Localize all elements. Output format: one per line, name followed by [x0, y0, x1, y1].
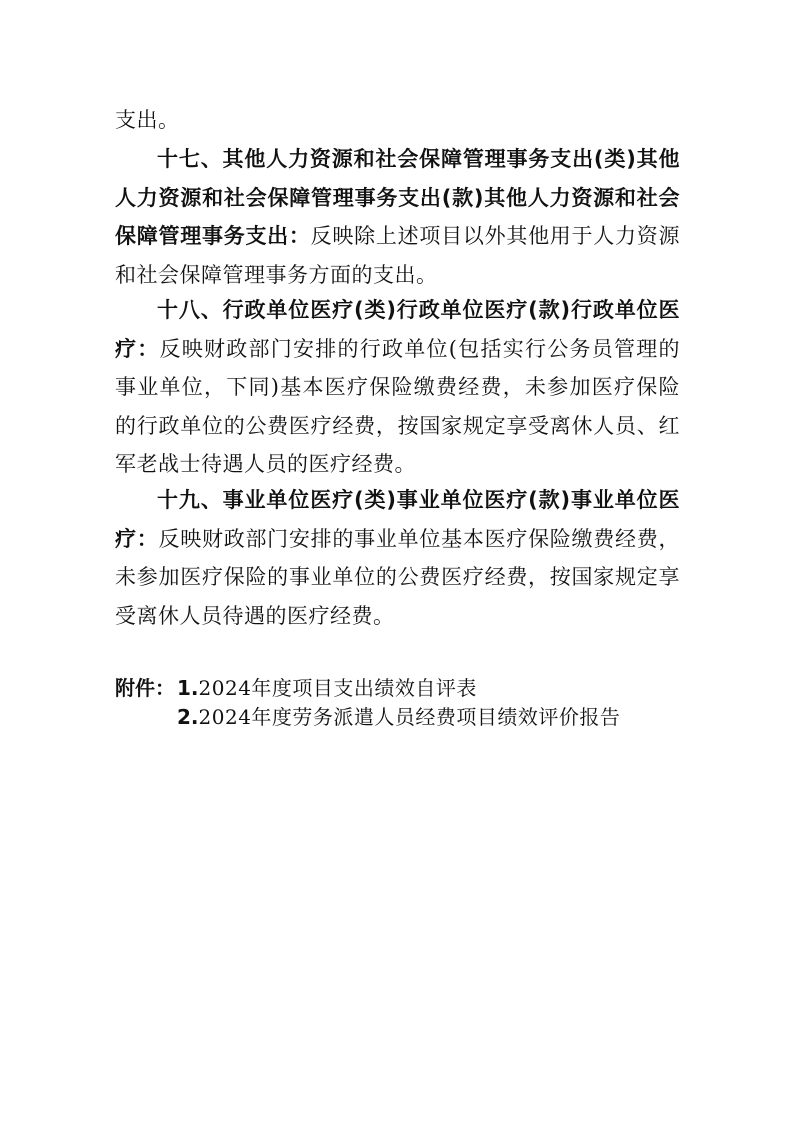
- paragraph-body: 支出。: [115, 108, 180, 132]
- paragraph-continuation: [115, 101, 680, 140]
- attachments-list: [115, 674, 620, 732]
- attachment-item-1: [115, 674, 620, 703]
- paragraph-heading: 十七、其他人力资源和社会保障管理事务支出(类)其他人力资源和社会保障管理事务支出(款)其他人力资源和社会保障管理事务支出：: [115, 147, 680, 248]
- attachments-label-spacer: [115, 703, 177, 732]
- paragraph-body: 反映财政部门安排的事业单位基本医疗保险缴费经费，未参加医疗保险的事业单位的公费医疗经费，按国家规定享受离休人员待遇的医疗经费。: [115, 526, 681, 628]
- attachment-title: 2024年度项目支出绩效自评表: [198, 676, 477, 700]
- paragraph-body: 反映财政部门安排的行政单位(包括实行公务员管理的事业单位，下同)基本医疗保险缴费经费，未参加医疗保险的行政单位的公费医疗经费，按国家规定享受离休人员、红军老战士待遇人员的医疗经费。: [115, 336, 680, 476]
- attachment-title: 2024年度劳务派遣人员经费项目绩效评价报告: [198, 705, 621, 729]
- paragraph-heading: 十八、行政单位医疗(类)行政单位医疗(款)行政单位医疗：: [115, 298, 680, 361]
- paragraph-item-17: [115, 140, 680, 294]
- attachment-number: 2.: [177, 705, 199, 729]
- attachment-number: 1.: [177, 676, 199, 700]
- attachment-item-2: [115, 703, 620, 732]
- paragraph-heading: 十九、事业单位医疗(类)事业单位医疗(款)事业单位医疗：: [115, 488, 680, 551]
- paragraph-item-18: [115, 291, 680, 484]
- attachments-label: 附件：: [115, 676, 175, 700]
- paragraph-body: 反映除上述项目以外其他用于人力资源和社会保障管理事务方面的支出。: [115, 224, 681, 287]
- paragraph-item-19: [115, 481, 680, 635]
